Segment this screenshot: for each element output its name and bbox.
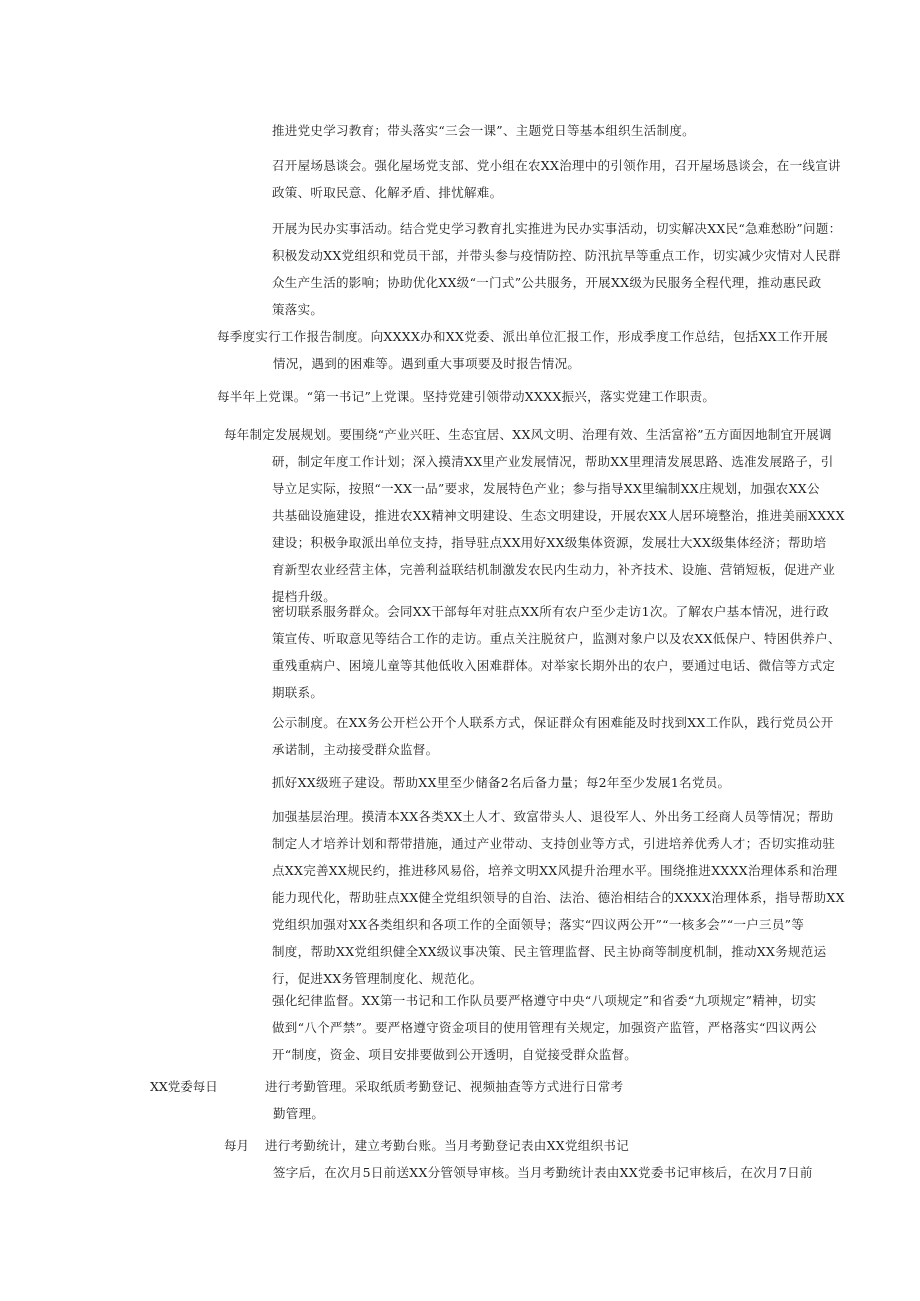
paragraph-quarterly-report	[217, 323, 828, 377]
paragraph-attendance-statistics	[265, 1132, 813, 1186]
text-line: 制定人才培养计划和帮带措施，通过产业带动、支持创业等方式，引进培养优秀人才；否切实推动驻	[272, 836, 836, 851]
text-line: 策宣传、听取意见等结合工作的走访。重点关注脱贫户，监测对象户以及农XX低保户、特困供养户、	[272, 631, 841, 646]
text-line: 抓好XX级班子建设。帮助XX里至少储备2名后备力量；每2年至少发展1名党员。	[272, 775, 731, 790]
text-line: 召开屋场恳谈会。强化屋场党支部、党小组在农XX治理中的引领作用，召开屋场恳谈会，在一线宣讲	[272, 158, 841, 173]
text-line: 政策、听取民意、化解矛盾、排忧解难。	[272, 185, 503, 200]
label-monthly: 每月	[224, 1138, 250, 1153]
text-line: 情况，遇到的困难等。遇到重大事项要及时报告情况。	[273, 356, 581, 371]
text-line: 众生产生活的影响；协助优化XX级“一门式”公共服务，开展XX级为民服务全程代理，推动惠民政	[272, 275, 822, 290]
text-line: 公示制度。在XX务公开栏公开个人联系方式，保证群众有困难能及时找到XX工作队，践行党员公开	[272, 715, 834, 730]
paragraph-party-history	[272, 117, 695, 144]
paragraph-practical-affairs	[272, 215, 841, 323]
text-line: 育新型农业经营主体，完善利益联结机制激发农民内生动力，补齐技术、设施、营销短板，促进产业	[272, 562, 836, 577]
text-line: 提档升级。	[272, 589, 337, 604]
text-line: 每半年上党课。“第一书记”上党课。坚持党建引领带动XXXX振兴，落实党建工作职责。	[217, 389, 716, 404]
paragraph-discipline	[272, 987, 817, 1068]
text-line: 开“制度，资金、项目安排要做到公开透明，自觉接受群众监督。	[272, 1047, 638, 1062]
text-line: 积极发动XX党组织和党员干部，并带头参与疫情防控、防汛抗旱等重点工作，切实减少灾情对人民群	[272, 248, 841, 263]
paragraph-attendance-management	[265, 1073, 623, 1127]
text-line: 期联系。	[272, 685, 324, 700]
text-line: 做到“八个严禁”。要严格遵守资金项目的使用管理有关规定，加强资产监管，严格落实“四议两公	[272, 1020, 817, 1035]
paragraph-annual-plan	[224, 421, 845, 610]
text-line: 进行考勤统计，建立考勤台账。当月考勤登记表由XX党组织书记	[265, 1138, 629, 1153]
paragraph-house-meeting	[272, 152, 841, 206]
text-line: 建设；积极争取派出单位支持，指导驻点XX用好XX级集体资源，发展壮大XX级集体经济；帮助培	[272, 535, 827, 550]
text-line: 推进党史学习教育；带头落实“三会一课”、主题党日等基本组织生活制度。	[272, 123, 695, 138]
label-party-daily: XX党委每日	[150, 1079, 218, 1094]
text-line: 研，制定年度工作计划；深入摸清XX里产业发展情况，帮助XX里理清发展思路、选准发展路子，引	[272, 454, 834, 469]
text-line: 导立足实际，按照“一XX一品”要求，发展特色产业；参与指导XX里编制XX庄规划，加强农XX公	[272, 481, 820, 496]
text-line: 开展为民办实事活动。结合党史学习教育扎实推进为民办实事活动，切实解决XX民“急难愁盼”问题：	[272, 221, 842, 236]
paragraph-public-notice	[272, 709, 834, 763]
paragraph-semiannual-lecture	[217, 383, 715, 410]
text-line: 强化纪律监督。XX第一书记和工作队员要严格遵守中央“八项规定”和省委“九项规定”精神，切实	[272, 993, 817, 1008]
text-line: 行，促进XX务管理制度化、规范化。	[272, 971, 483, 986]
text-line: 加强基层治理。摸清本XX各类XX土人才、致富带头人、退役军人、外出务工经商人员等情况；帮助	[272, 809, 834, 824]
text-line: 勤管理。	[273, 1106, 325, 1121]
text-line: 点XX完善XX规民约，推进移风易俗，培养文明XX风提升治理水平。围绕推进XXXX治理体系和治理	[272, 863, 838, 878]
paragraph-serve-masses	[272, 598, 841, 706]
text-line: 制度，帮助XX党组织健全XX级议事决策、民主管理监督、民主协商等制度机制，推动XX务规范运	[272, 944, 827, 959]
text-line: 能力现代化，帮助驻点XX健全党组织领导的自治、法治、德治相结合的XXXX治理体系，指导帮助XX	[272, 890, 845, 905]
text-line: 重残重病户、困境儿童等其他低收入困难群体。对举家长期外出的农户，要通过电话、微信等方式定	[272, 658, 836, 673]
text-line: 进行考勤管理。采取纸质考勤登记、视频抽查等方式进行日常考	[265, 1079, 624, 1094]
paragraph-grassroots-governance	[272, 803, 845, 992]
text-line: 每季度实行工作报告制度。向XXXX办和XX党委、派出单位汇报工作，形成季度工作总结，包括XX工作开展	[217, 329, 829, 344]
text-line: 每年制定发展规划。要围绕“产业兴旺、生态宜居、XX风文明、治理有效、生活富裕”五方面因地制宜开展调	[224, 427, 832, 442]
text-line: 党组织加强对XX各类组织和各项工作的全面领导；落实“四议两公开”“一核多会”“一户三员”等	[272, 917, 805, 932]
text-line: 承诺制，主动接受群众监督。	[272, 742, 439, 757]
text-line: 共基础设施建设，推进农XX精神文明建设、生态文明建设，开展农XX人居环境整治，推进美丽XXXX	[272, 508, 845, 523]
text-line: 策落实。	[272, 302, 324, 317]
text-line: 密切联系服务群众。会同XX干部每年对驻点XX所有农户至少走访1次。了解农户基本情况，进行政	[272, 604, 830, 619]
text-line: 签字后，在次月5日前送XX分管领导审核。当月考勤统计表由XX党委书记审核后，在次月7日前	[273, 1165, 813, 1180]
paragraph-team-building	[272, 769, 730, 796]
